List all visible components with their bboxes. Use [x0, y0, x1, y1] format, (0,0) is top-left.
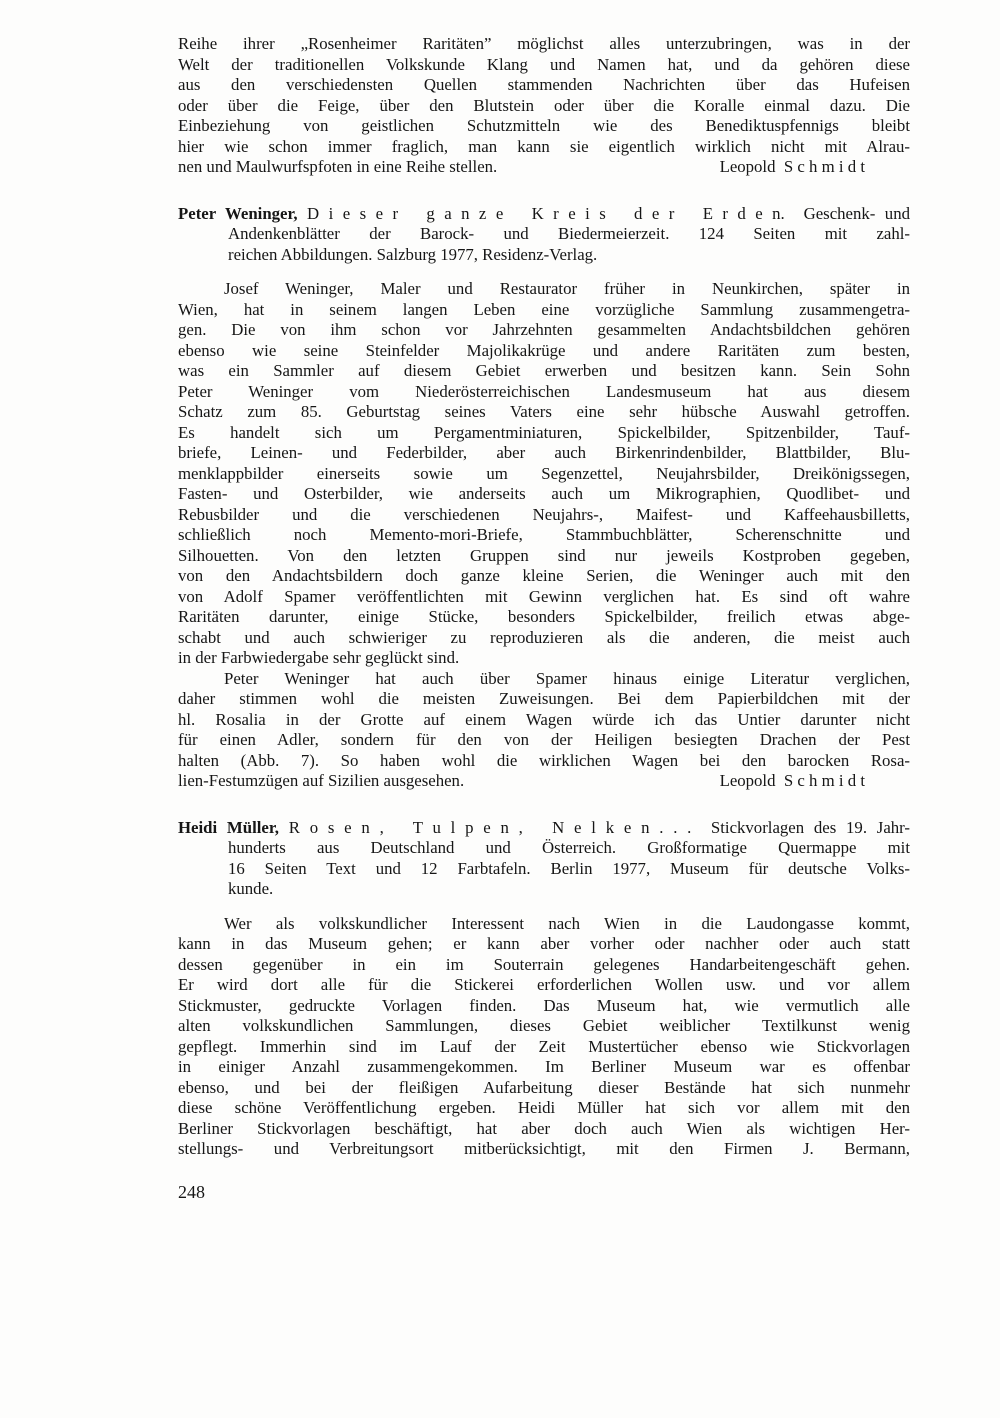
- text-line: nen und Maulwurfspfoten in eine Reihe stellen.: [178, 157, 498, 176]
- text-line: aus den verschiedensten Quellen stammenden Nachrichten über das Hufeisen: [178, 75, 910, 94]
- heading-line: Andenkenblätter der Barock- und Biedermeierzeit. 124 Seiten mit zahl-: [228, 224, 910, 243]
- signature-line: [178, 157, 910, 178]
- text-line: alten volkskundlichen Sammlungen, dieses Gebiet weiblicher Textilkunst wenig: [178, 1016, 910, 1035]
- text-line: Schatz zum 85. Geburtstag seines Vaters eine sehr hübsche Auswahl getroffen.: [178, 402, 910, 421]
- text-line: Berliner Stickvorlagen beschäftigt, hat aber doch auch Wien als wichtigen Her-: [178, 1118, 910, 1138]
- text-line: schließlich noch Memento-mori-Briefe, Stammbuchblätter, Scherenschnitte und: [178, 525, 910, 544]
- text-line: ebenso, und bei der fleißigen Aufarbeitung dieser Bestände hat sich nunmehr: [178, 1077, 910, 1097]
- author-name: Peter Weninger,: [178, 203, 298, 223]
- text-line: von den Andachtsbildern doch ganze kleine Serien, die Weninger auch mit den: [178, 566, 910, 585]
- text-line: Wien, hat in seinem langen Leben eine vorzügliche Sammlung zusammengetra-: [178, 299, 910, 319]
- heading-line: kunde.: [228, 879, 274, 898]
- text-line: Welt der traditionellen Volkskunde Klang und Namen hat, und da gehören diese: [178, 54, 910, 74]
- text-line: Es handelt sich um Pergamentminiaturen, Spickelbilder, Spitzenbilder, Tauf-: [178, 422, 910, 442]
- review-conclusion-paragraph: [178, 34, 910, 178]
- text-line: Raritäten darunter, einige Stücke, besonders Spickelbilder, freilich etwas abge-: [178, 607, 910, 626]
- reviewer-signature: Leopold S c h m i d t: [719, 157, 865, 176]
- review-paragraph: [178, 669, 910, 792]
- text-line: Josef Weninger, Maler und Restaurator früher in Neunkirchen, später in: [224, 279, 910, 298]
- heading-line: [178, 818, 910, 839]
- text-line: schabt und auch schwieriger zu reproduzieren als die anderen, die meist auch: [178, 627, 910, 647]
- text-line: Rebusbilder und die verschiedenen Neujahrs-, Maifest- und Kaffeehausbilletts,: [178, 504, 910, 524]
- text-line: für einen Adler, sondern für den von der Heiligen besiegten Drachen der Pest: [178, 730, 910, 749]
- heading-line: reichen Abbildungen. Salzburg 1977, Residenz-Verlag.: [228, 244, 598, 264]
- book-review-heading-weninger: [178, 204, 910, 266]
- text-line: dessen gegenüber in ein im Souterrain gelegenes Handarbeitengeschäft gehen.: [178, 954, 910, 974]
- text-line: was ein Sammler auf diesem Gebiet erwerben und besitzen kann. Sein Sohn: [178, 361, 910, 380]
- book-title: R o s e n , T u l p e n , N e l k e n . . . Stickvorlagen des 19. Jahr-: [278, 817, 910, 837]
- reviewer-signature: Leopold S c h m i d t: [719, 771, 865, 790]
- text-line: Peter Weninger vom Niederösterreichischen Landesmuseum hat aus diesem: [178, 381, 910, 401]
- text-line: von Adolf Spamer veröffentlichten mit Gewinn verglichen hat. Es sind oft wahre: [178, 586, 910, 606]
- book-review-heading-mueller: [178, 818, 910, 900]
- text-line: in der Farbwiedergabe sehr geglückt sind.: [178, 648, 460, 667]
- book-title: D i e s e r g a n z e K r e i s d e r E r d e n. Geschenk- und: [297, 203, 910, 223]
- text-line: hier wie schon immer fraglich, man kann sie eigentlich wirklich nicht mit Alrau-: [178, 136, 910, 156]
- text-line: Peter Weninger hat auch über Spamer hinaus einige Literatur verglichen,: [224, 668, 910, 688]
- text-line: Einbeziehung von geistlichen Schutzmitteln wie des Benediktuspfennigs bleibt: [178, 116, 910, 135]
- text-line: in einiger Anzahl zusammengekommen. Im Berliner Museum war es offenbar: [178, 1057, 910, 1076]
- text-line: Wer als volkskundlicher Interessent nach Wien in die Laudongasse kommt,: [224, 913, 910, 933]
- review-paragraph: [178, 279, 910, 669]
- heading-line: 16 Seiten Text und 12 Farbtafeln. Berlin 1977, Museum für deutsche Volks-: [228, 858, 910, 878]
- signature-line: [178, 771, 910, 792]
- text-line: kann in das Museum gehen; er kann aber vorher oder nachher oder auch statt: [178, 934, 910, 953]
- text-line: Silhouetten. Von den letzten Gruppen sind nur jeweils Kostproben gegeben,: [178, 545, 910, 565]
- heading-line: [178, 204, 910, 225]
- review-paragraph: [178, 914, 910, 1160]
- text-line: oder über die Feige, über den Blutstein oder über die Koralle einmal dazu. Die: [178, 95, 910, 115]
- text-line: Reihe ihrer „Rosenheimer Raritäten” möglichst alles unterzubringen, was in der: [178, 34, 910, 53]
- text-line: hl. Rosalia in der Grotte auf einem Wagen würde ich das Untier darunter nicht: [178, 709, 910, 729]
- text-line: stellungs- und Verbreitungsort mitberücksichtigt, mit den Firmen J. Bermann,: [178, 1139, 910, 1158]
- text-line: Stickmuster, gedruckte Vorlagen finden. Das Museum hat, wie vermutlich alle: [178, 995, 910, 1015]
- text-line: Er wird dort alle für die Stickerei erforderlichen Wollen usw. und vor allem: [178, 975, 910, 994]
- text-line: ebenso wie seine Steinfelder Majolikakrüge und andere Raritäten zum besten,: [178, 340, 910, 360]
- text-line: gen. Die von ihm schon vor Jahrzehnten gesammelten Andachtsbildchen gehören: [178, 320, 910, 339]
- text-line: gepflegt. Immerhin sind im Lauf der Zeit Mustertücher ebenso wie Stickvorlagen: [178, 1036, 910, 1056]
- text-line: halten (Abb. 7). So haben wohl die wirklichen Wagen bei den barocken Rosa-: [178, 750, 910, 770]
- heading-line: hunderts aus Deutschland und Österreich. Großformatige Quermappe mit: [228, 838, 910, 857]
- page-number: 248: [178, 1181, 205, 1202]
- text-line: diese schöne Veröffentlichung ergeben. Heidi Müller hat sich vor allem mit den: [178, 1098, 910, 1117]
- text-line: daher stimmen wohl die meisten Zuweisungen. Bei dem Papierbildchen mit der: [178, 689, 910, 708]
- author-name: Heidi Müller,: [178, 817, 279, 837]
- text-block: [178, 34, 910, 1204]
- text-line: Fasten- und Osterbilder, wie anderseits auch um Mikrographien, Quodlibet- und: [178, 484, 910, 503]
- text-line: lien-Festumzügen auf Sizilien ausgesehen.: [178, 771, 465, 790]
- text-line: briefe, Leinen- und Federbilder, aber auch Birkenrindenbilder, Blattbilder, Blu-: [178, 443, 910, 462]
- text-line: menklappbilder einerseits sowie um Segenzettel, Neujahrsbilder, Dreikönigssegen,: [178, 463, 910, 483]
